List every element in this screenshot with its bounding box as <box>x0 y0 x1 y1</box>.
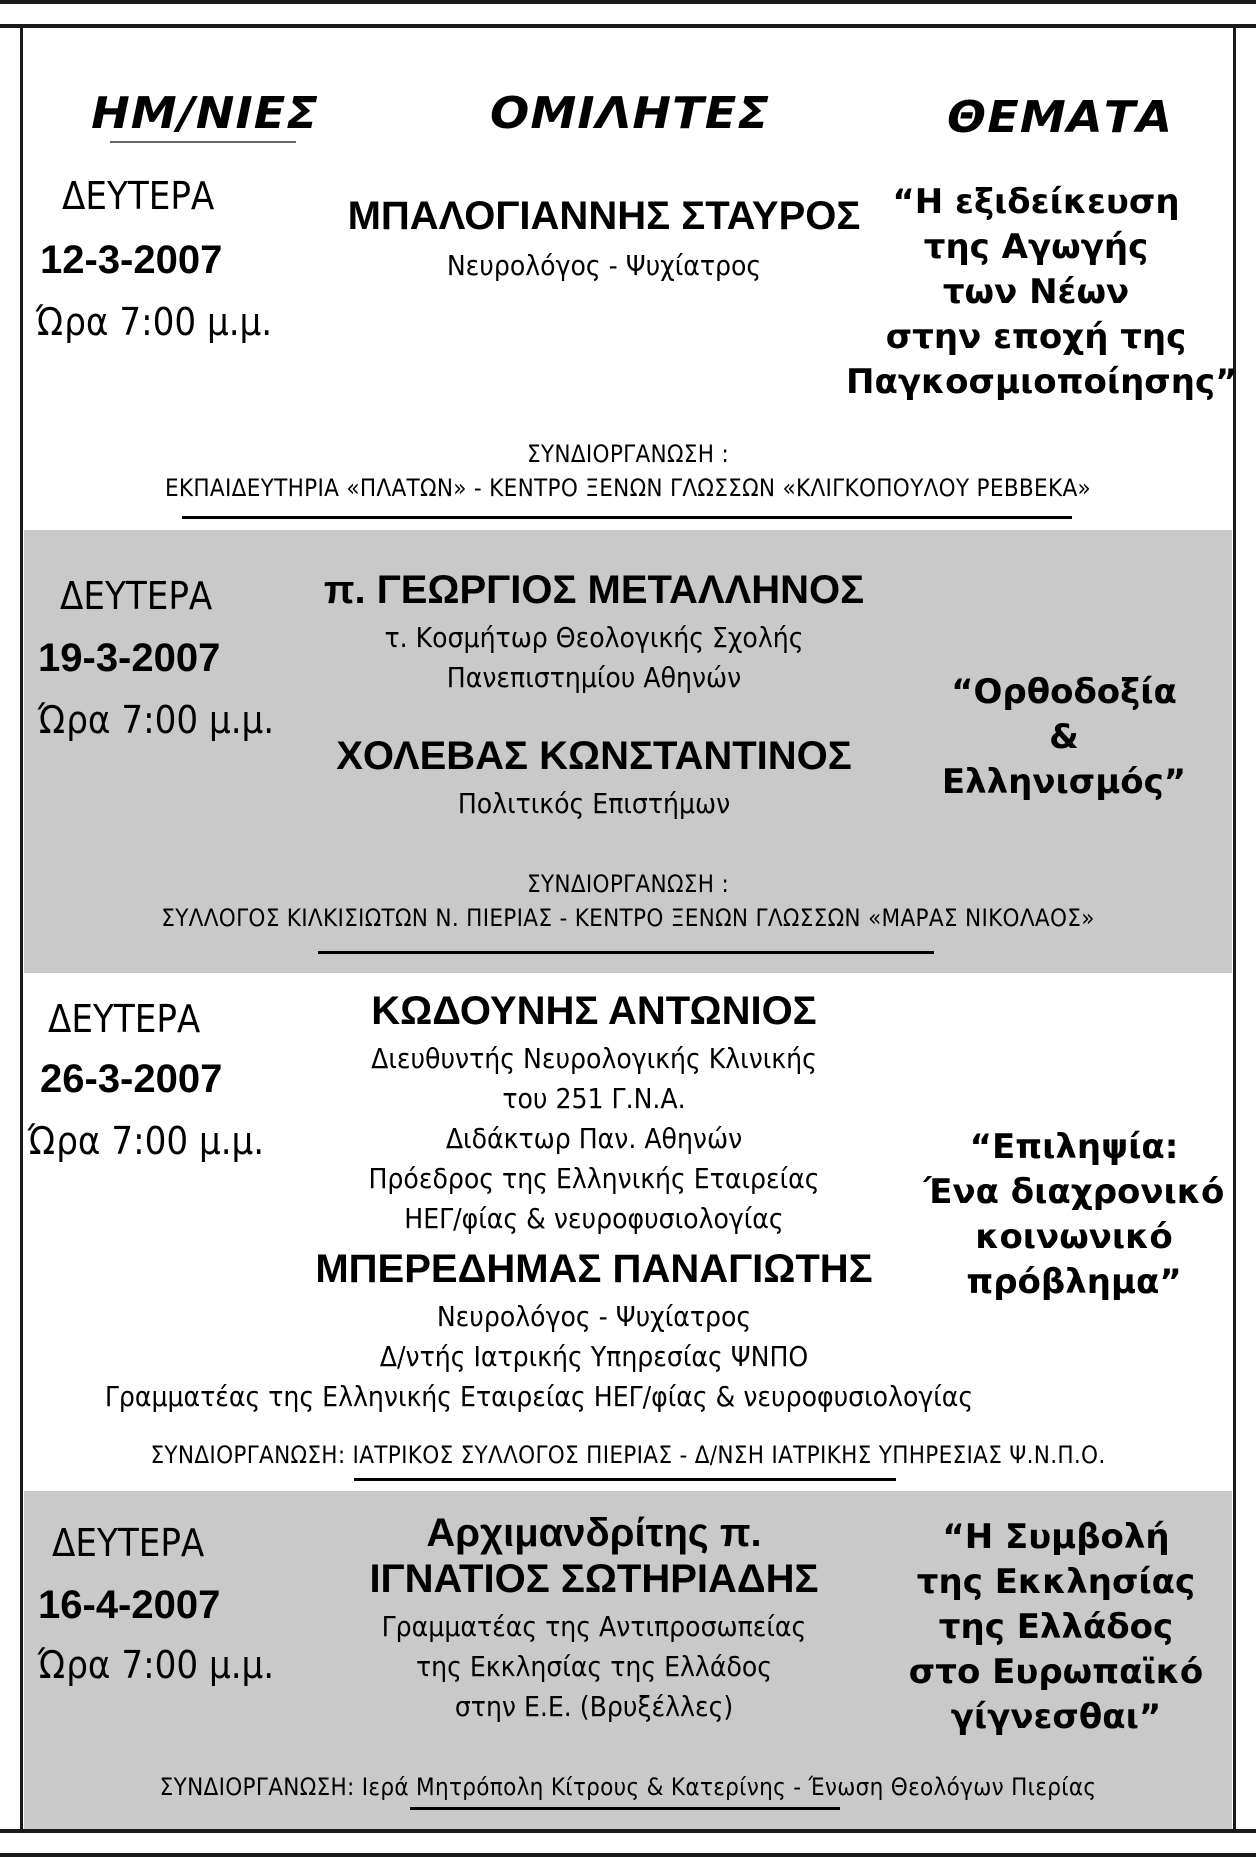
event-day: ΔΕΥΤΕΡΑ <box>62 174 215 218</box>
topic-line: κοινωνικό <box>975 1217 1173 1257</box>
speaker-role: Πανεπιστημίου Αθηνών <box>446 661 742 694</box>
event-date: 16-4-2007 <box>38 1583 221 1627</box>
event-time: Ώρα 7:00 μ.μ. <box>38 1643 275 1687</box>
event-2 <box>24 530 1232 973</box>
event-date: 12-3-2007 <box>40 238 223 282</box>
speaker-role: της Εκκλησίας της Ελλάδος <box>415 1650 773 1683</box>
speaker-role: Γραμματέας της Ελληνικής Εταιρείας ΗΕΓ/φίας & νευροφυσιολογίας <box>104 1380 974 1413</box>
topic-line: “Η Συμβολή <box>942 1517 1170 1557</box>
co-underline <box>318 951 934 954</box>
event-day: ΔΕΥΤΕΡΑ <box>60 574 213 618</box>
header-dates: ΗΜ/ΝΙΕΣ <box>91 88 319 139</box>
topic-line: Ελληνισμός” <box>941 762 1187 802</box>
topic-line: στην εποχή της <box>885 317 1187 357</box>
co-organizers: ΣΥΝΔΙΟΡΓΑΝΩΣΗ: Ιερά Μητρόπολη Κίτρους & Κατερίνης - Ένωση Θεολόγων Πιερίας <box>159 1773 1097 1801</box>
speaker-name: ΚΩΔΟΥΝΗΣ ΑΝΤΩΝΙΟΣ <box>371 989 817 1033</box>
co-organizers-label: ΣΥΝΔΙΟΡΓΑΝΩΣΗ : <box>526 440 730 468</box>
event-1 <box>24 160 1238 530</box>
topic-line: “Επιληψία: <box>969 1127 1179 1167</box>
topic-line: πρόβλημα” <box>966 1262 1182 1302</box>
topic-line: των Νέων <box>942 272 1130 312</box>
topic-line: “Ορθοδοξία <box>951 672 1177 712</box>
speaker-name: π. ΓΕΩΡΓΙΟΣ ΜΕΤΑΛΛΗΝΟΣ <box>323 568 865 612</box>
speaker-name: ΙΓΝΑΤΙΟΣ ΣΩΤΗΡΙΑΔΗΣ <box>369 1557 819 1601</box>
event-topic <box>846 180 1238 405</box>
event-3 <box>24 973 1232 1491</box>
topic-line: γίγνεσθαι” <box>950 1697 1162 1737</box>
event-topic <box>886 1515 1226 1740</box>
speaker-name: ΧΟΛΕΒΑΣ ΚΩΝΣΤΑΝΤΙΝΟΣ <box>336 734 852 778</box>
header-dates-underline <box>110 141 296 143</box>
event-time: Ώρα 7:00 μ.μ. <box>38 698 275 742</box>
speaker-role: Δ/ντής Ιατρικής Υπηρεσίας ΨΝΠΟ <box>379 1340 809 1373</box>
co-underline <box>182 516 1072 519</box>
topic-line: & <box>1049 717 1079 757</box>
event-topic <box>904 670 1224 805</box>
speaker-role: Νευρολόγος - Ψυχίατρος <box>436 1300 752 1333</box>
speaker-role: Γραμματέας της Αντιπροσωπείας <box>381 1610 807 1643</box>
topic-line: της Εκκλησίας <box>916 1562 1196 1602</box>
speaker-role: τ. Κοσμήτωρ Θεολογικής Σχολής <box>384 621 804 654</box>
event-time: Ώρα 7:00 μ.μ. <box>28 1119 265 1163</box>
co-organizers: ΕΚΠΑΙΔΕΥΤΗΡΙΑ «ΠΛΑΤΩΝ» - ΚΕΝΤΡΟ ΞΕΝΩΝ ΓΛΩΣΣΩΝ «ΚΛΙΓΚΟΠΟΥΛΟΥ ΡΕΒΒΕΚΑ» <box>164 474 1092 502</box>
speaker-role: Πολιτικός Επιστήμων <box>457 787 731 820</box>
event-date: 26-3-2007 <box>40 1057 223 1101</box>
topic-line: “Η εξιδείκευση <box>892 182 1180 222</box>
co-organizers-label: ΣΥΝΔΙΟΡΓΑΝΩΣΗ : <box>526 870 730 898</box>
topic-line: της Ελλάδος <box>938 1607 1174 1647</box>
co-underline <box>354 1478 896 1481</box>
topic-line: Ένα διαχρονικό <box>923 1172 1225 1212</box>
topic-line: στο Ευρωπαϊκό <box>908 1652 1204 1692</box>
speaker-name: ΜΠΑΛΟΓΙΑΝΝΗΣ ΣΤΑΥΡΟΣ <box>347 194 861 238</box>
co-organizers: ΣΥΛΛΟΓΟΣ ΚΙΛΚΙΣΙΩΤΩΝ Ν. ΠΙΕΡΙΑΣ - ΚΕΝΤΡΟ ΞΕΝΩΝ ΓΛΩΣΣΩΝ «ΜΑΡΑΣ ΝΙΚΟΛΑΟΣ» <box>161 904 1095 932</box>
topic-line: Παγκοσμιοποίησης” <box>846 362 1238 402</box>
speaker-role: ΗΕΓ/φίας & νευροφυσιολογίας <box>404 1202 784 1235</box>
co-underline <box>410 1807 840 1810</box>
co-organizers: ΣΥΝΔΙΟΡΓΑΝΩΣΗ: ΙΑΤΡΙΚΟΣ ΣΥΛΛΟΓΟΣ ΠΙΕΡΙΑΣ - Δ/ΝΣΗ ΙΑΤΡΙΚΗΣ ΥΠΗΡΕΣΙΑΣ Ψ.Ν.Π.Ο. <box>150 1441 1106 1469</box>
event-time: Ώρα 7:00 μ.μ. <box>36 300 273 344</box>
event-date: 19-3-2007 <box>38 636 221 680</box>
event-4 <box>24 1491 1232 1829</box>
speaker-role: στην Ε.Ε. (Βρυξέλλες) <box>454 1690 734 1723</box>
event-day: ΔΕΥΤΕΡΑ <box>48 997 201 1041</box>
speaker-name: Αρχιμανδρίτης π. <box>426 1511 762 1555</box>
header-speakers: ΟΜΙΛΗΤΕΣ <box>490 88 770 139</box>
event-topic <box>914 1125 1234 1305</box>
speaker-name: ΜΠΕΡΕΔΗΜΑΣ ΠΑΝΑΓΙΩΤΗΣ <box>315 1247 873 1291</box>
speaker-role: του 251 Γ.Ν.Α. <box>502 1082 686 1115</box>
event-day: ΔΕΥΤΕΡΑ <box>52 1521 205 1565</box>
bottom-border <box>0 1829 1256 1857</box>
speaker-role: Νευρολόγος - Ψυχίατρος <box>446 249 762 282</box>
header-topics: ΘΕΜΑΤΑ <box>946 92 1174 143</box>
speaker-role: Διευθυντής Νευρολογικής Κλινικής <box>371 1042 817 1075</box>
topic-line: της Αγωγής <box>923 227 1149 267</box>
speaker-role: Πρόεδρος της Ελληνικής Εταιρείας <box>368 1162 820 1195</box>
speaker-role: Διδάκτωρ Παν. Αθηνών <box>445 1122 743 1155</box>
